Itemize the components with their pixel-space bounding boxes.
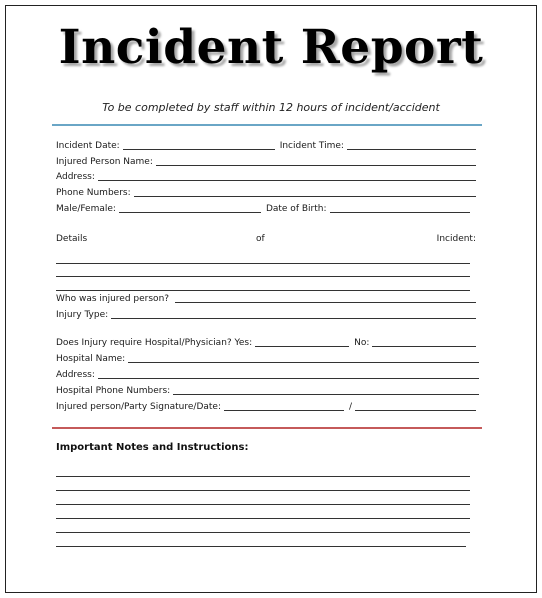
phone-row: [56, 185, 476, 199]
hospital-address-label: Address:: [56, 370, 95, 380]
hospital-name-label: Hospital Name:: [56, 354, 126, 364]
signature-separator: /: [349, 402, 353, 412]
notes-line-6[interactable]: [56, 546, 466, 547]
address-row: [56, 169, 476, 183]
notes-heading: Important Notes and Instructions:: [56, 442, 249, 453]
notes-line-2[interactable]: [56, 490, 470, 491]
signature-label: Injured person/Party Signature/Date:: [56, 402, 222, 412]
hospital-name-field[interactable]: [128, 362, 479, 363]
injured-name-label: Injured Person Name:: [56, 157, 153, 167]
section-divider-red: [52, 427, 482, 429]
incident-date-field[interactable]: [123, 149, 275, 150]
incident-word: Incident:: [436, 234, 476, 244]
hospital-phone-row: [56, 383, 479, 397]
who-injured-label: Who was injured person?: [56, 294, 170, 304]
page-title: Incident Report: [58, 20, 484, 75]
hospital-phone-field[interactable]: [173, 394, 479, 395]
hospital-required-row: [56, 335, 476, 349]
hospital-address-row: [56, 367, 479, 381]
address-label: Address:: [56, 172, 95, 182]
details-word: Details: [56, 234, 88, 244]
hospital-yes-field[interactable]: [255, 346, 349, 347]
notes-line-4[interactable]: [56, 518, 470, 519]
hospital-address-field[interactable]: [98, 378, 479, 379]
incident-report-form: [5, 5, 537, 593]
details-line-1[interactable]: [56, 263, 470, 264]
form-instructions: To be completed by staff within 12 hours of incident/accident: [102, 101, 440, 114]
dob-label: Date of Birth:: [265, 204, 327, 214]
incident-date-label: Incident Date:: [56, 141, 120, 151]
notes-line-3[interactable]: [56, 504, 470, 505]
incident-date-time-row: [56, 138, 476, 152]
notes-line-5[interactable]: [56, 532, 470, 533]
signature-row: [56, 399, 476, 413]
sex-dob-row: [56, 201, 476, 215]
phone-field[interactable]: [134, 196, 476, 197]
notes-line-1[interactable]: [56, 476, 470, 477]
phone-label: Phone Numbers:: [56, 188, 131, 198]
hospital-required-label: Does Injury require Hospital/Physician? Yes:: [56, 338, 253, 348]
details-line-2[interactable]: [56, 276, 470, 277]
hospital-name-row: [56, 351, 479, 365]
injury-type-label: Injury Type:: [56, 310, 109, 320]
hospital-phone-label: Hospital Phone Numbers:: [56, 386, 171, 396]
signature-field[interactable]: [224, 410, 344, 411]
incident-time-field[interactable]: [347, 149, 476, 150]
who-injured-row: [56, 291, 476, 305]
no-label: No:: [354, 338, 370, 348]
injury-type-field[interactable]: [111, 318, 476, 319]
signature-date-field[interactable]: [355, 410, 476, 411]
address-field[interactable]: [98, 180, 476, 181]
hospital-no-field[interactable]: [372, 346, 476, 347]
who-injured-field[interactable]: [175, 302, 476, 303]
sex-field[interactable]: [119, 212, 261, 213]
injury-type-row: [56, 307, 476, 321]
section-divider-blue: [52, 124, 482, 126]
of-word: of: [256, 234, 265, 244]
details-of-incident-heading: [56, 234, 476, 248]
injured-name-field[interactable]: [156, 165, 476, 166]
injured-name-row: [56, 154, 476, 168]
sex-label: Male/Female:: [56, 204, 116, 214]
dob-field[interactable]: [330, 212, 471, 213]
incident-time-label: Incident Time:: [279, 141, 344, 151]
